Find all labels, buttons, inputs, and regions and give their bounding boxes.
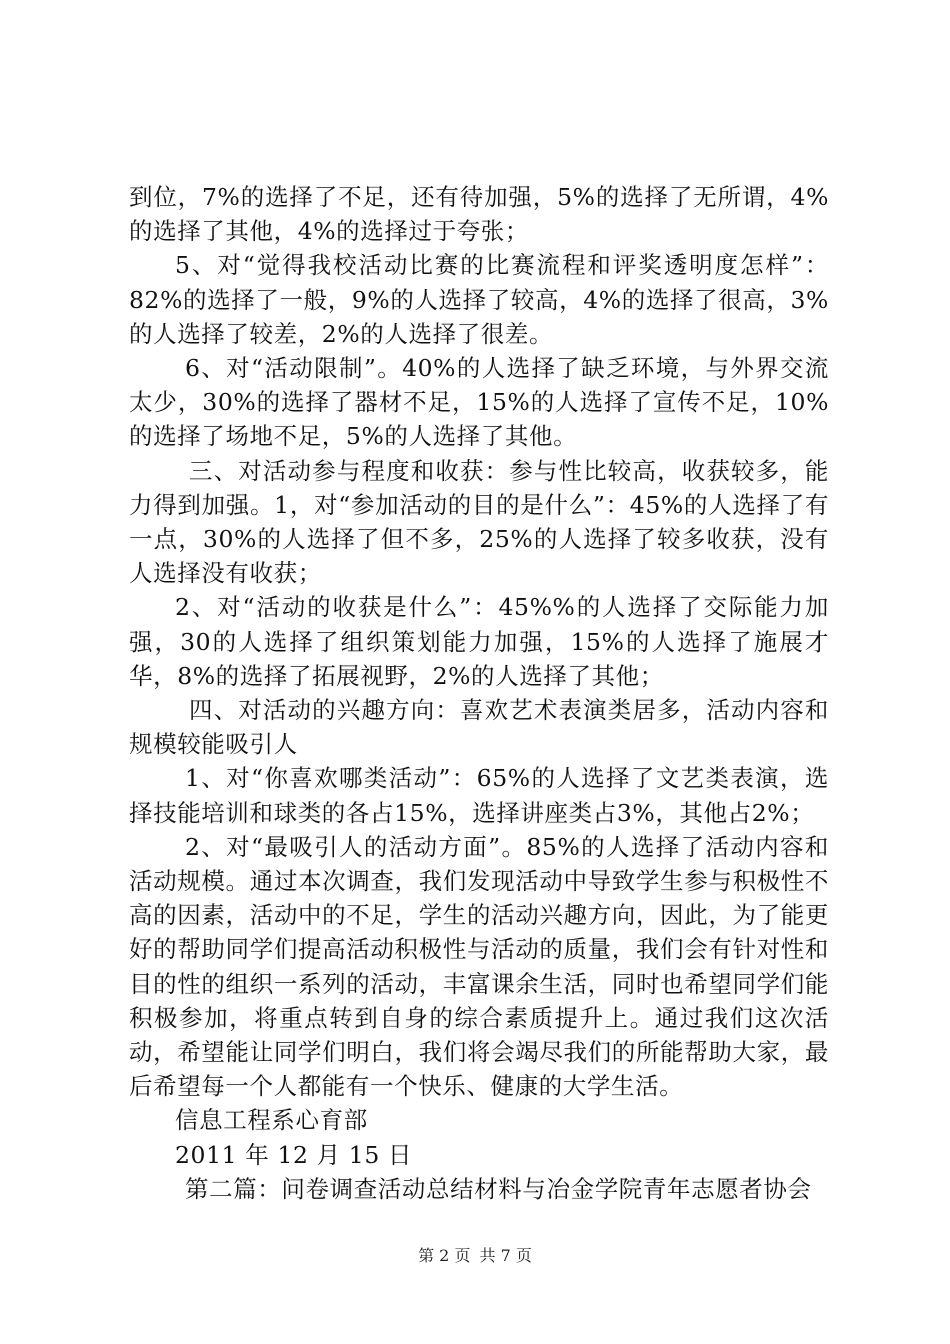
paragraph-section-4-item-2: 2、对“最吸引人的活动方面”。85%的人选择了活动内容和活动规模。通过本次调查，我们发现活动中导致学生参与积极性不高的因素，活动中的不足，学生的活动兴趣方向，因此，为了能更好的帮助同学们提高活动积极性与活动的质量，我们会有针对性和目的性的组织一系列的活动，丰富课余生活，同时也希望同学们能积极参加，将重点转到自身的综合素质提升上。通过我们这次活动，希望能让同学们明白，我们将会竭尽我们的所能帮助大家，最后希望每一个人都能有一个快乐、健康的大学生活。 <box>129 832 829 1101</box>
paragraph-section-4-item-1: 1、对“你喜欢哪类活动”：65%的人选择了文艺类表演，选择技能培训和球类的各占15%，选择讲座类占3%，其他占2%； <box>129 764 829 827</box>
paragraph-section-3-item-2: 2、对“活动的收获是什么”：45%%的人选择了交际能力加强，30的人选择了组织策划能力加强，15%的人选择了施展才华，8%的选择了拓展视野，2%的人选择了其他； <box>129 593 829 690</box>
page-total: 共 7 页 <box>479 1246 532 1265</box>
signature-date: 2011 年 12 月 15 日 <box>175 1140 413 1169</box>
document-body <box>129 180 829 1206</box>
paragraph-section-3: 三、对活动参与程度和收获：参与性比较高，收获较多，能力得到加强。1，对“参加活动的目的是什么”：45%的人选择了有一点，30%的人选择了但不多，25%的人选择了较多收获，没有人选择没有收获； <box>129 456 829 588</box>
signature-department: 信息工程系心育部 <box>175 1106 368 1135</box>
next-section-heading: 第二篇：问卷调查活动总结材料与冶金学院青年志愿者协会 <box>185 1174 812 1203</box>
paragraph-continuation: 到位，7%的选择了不足，还有待加强，5%的选择了无所谓，4%的选择了其他，4%的选择过于夸张； <box>129 183 829 246</box>
paragraph-item-6: 6、对“活动限制”。40%的人选择了缺乏环境，与外界交流太少，30%的选择了器材不足，15%的人选择了宣传不足，10%的选择了场地不足，5%的人选择了其他。 <box>129 354 829 451</box>
page-footer <box>0 1246 950 1266</box>
paragraph-item-5: 5、对“觉得我校活动比赛的比赛流程和评奖透明度怎样”：82%的选择了一般，9%的人选择了较高，4%的选择了很高，3%的人选择了较差，2%的人选择了很差。 <box>129 251 829 348</box>
paragraph-section-4: 四、对活动的兴趣方向：喜欢艺术表演类居多，活动内容和规模较能吸引人 <box>129 696 829 759</box>
page-number: 第 2 页 <box>418 1246 471 1265</box>
